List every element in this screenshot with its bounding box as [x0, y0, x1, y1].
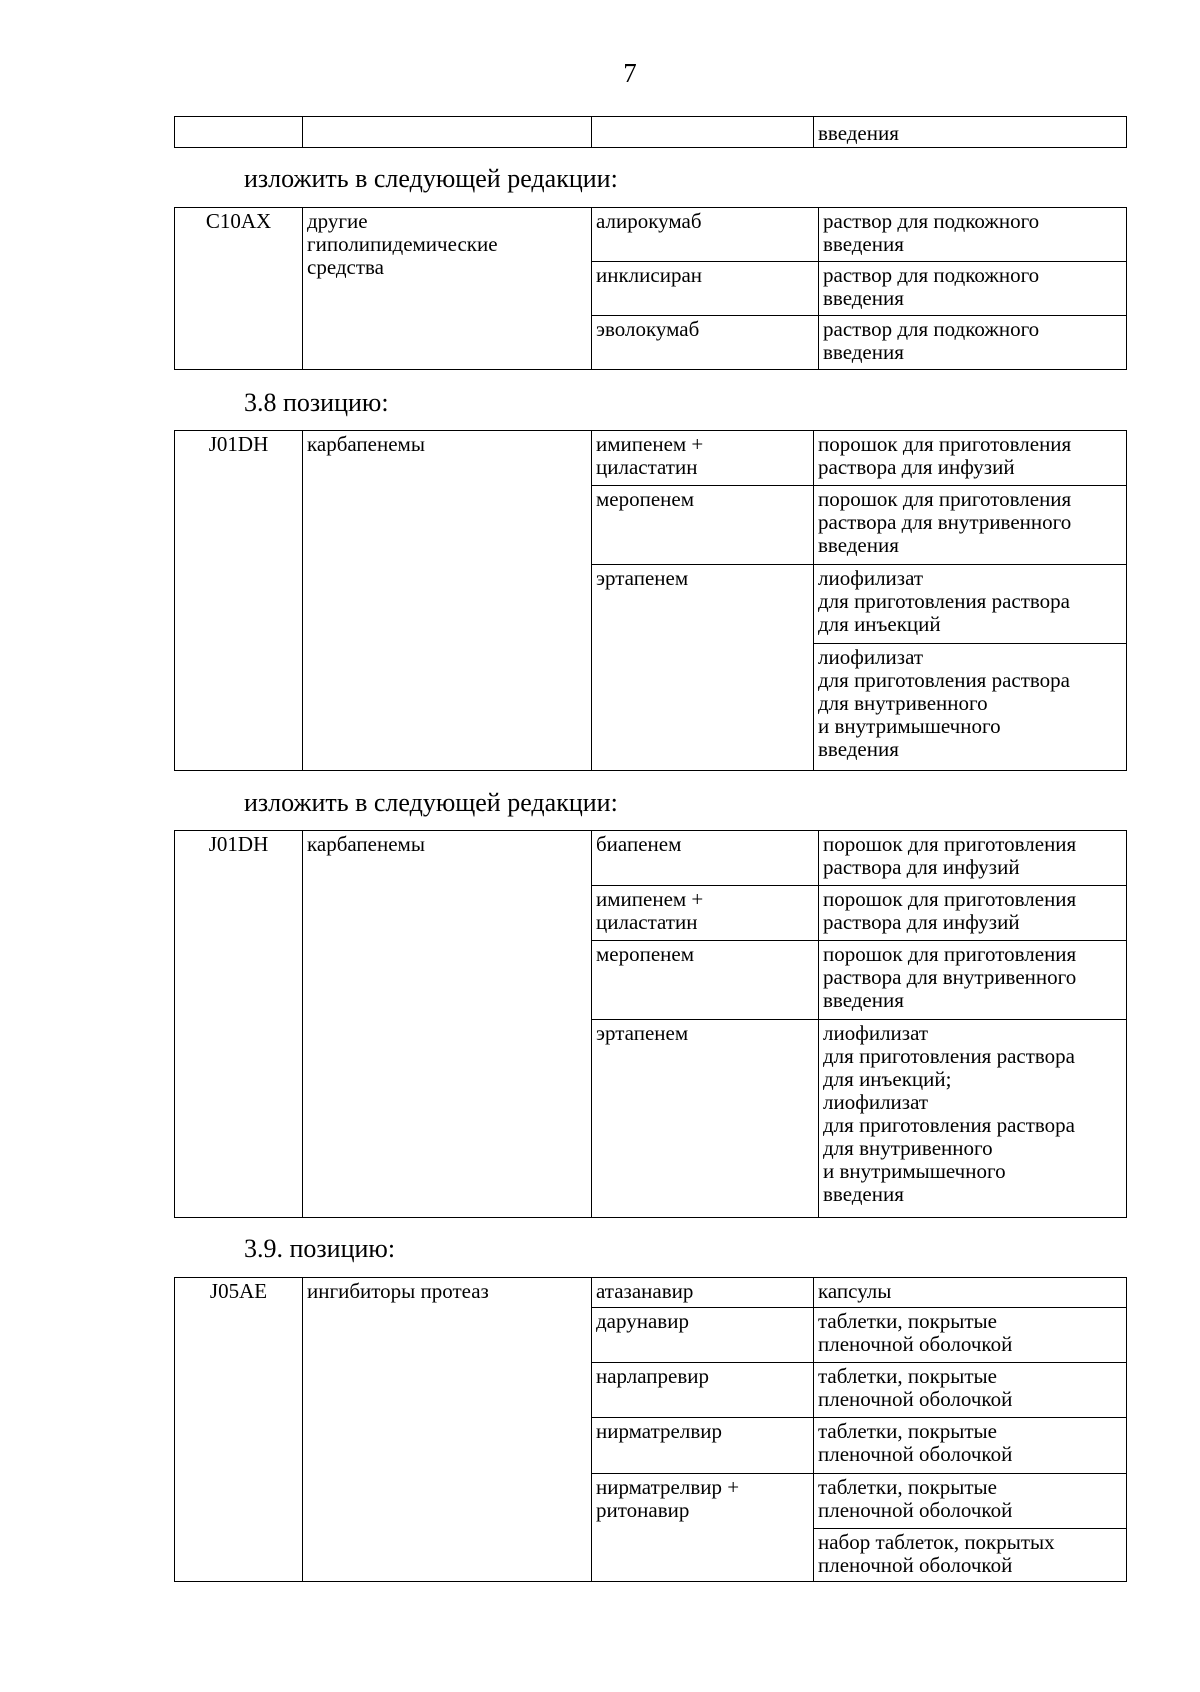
- table-j01dh-old: [174, 430, 1127, 771]
- dosage-form: лиофилизат для приготовления раствора для инъекций: [814, 565, 1127, 644]
- dosage-form: таблетки, покрытые пленочной оболочкой: [814, 1474, 1127, 1529]
- dosage-form: порошок для приготовления раствора для инфузий: [819, 886, 1127, 941]
- dosage-form: порошок для приготовления раствора для инфузий: [814, 431, 1127, 486]
- table-j01dh-new: [174, 830, 1127, 1218]
- drug-name: эртапенем: [592, 565, 814, 771]
- dosage-form: порошок для приготовления раствора для инфузий: [819, 831, 1127, 886]
- dosage-form: лиофилизат для приготовления раствора для внутривенного и внутримышечного введения: [814, 644, 1127, 771]
- table-continuation: [174, 116, 1127, 148]
- table-row: [175, 117, 1127, 148]
- table-row: [175, 431, 1127, 486]
- dosage-form: набор таблеток, покрытых пленочной оболочкой: [814, 1529, 1127, 1582]
- table-c10ax: [174, 207, 1127, 370]
- group-name: другие гиполипидемические средства: [303, 208, 592, 370]
- drug-name: алирокумаб: [592, 208, 819, 262]
- atc-code: C10AX: [175, 208, 303, 370]
- dosage-form: порошок для приготовления раствора для внутривенного введения: [819, 941, 1127, 1020]
- group-name: карбапенемы: [303, 431, 592, 771]
- dosage-form: таблетки, покрытые пленочной оболочкой: [814, 1363, 1127, 1418]
- drug-name: нирматрелвир: [592, 1418, 814, 1474]
- table-j05ae: [174, 1277, 1127, 1582]
- dosage-form: таблетки, покрытые пленочной оболочкой: [814, 1418, 1127, 1474]
- dosage-form: порошок для приготовления раствора для внутривенного введения: [814, 486, 1127, 565]
- table-row: [175, 831, 1127, 886]
- atc-code: J05AE: [175, 1278, 303, 1582]
- atc-code: J01DH: [175, 431, 303, 771]
- section-heading: 3.8 позицию:: [244, 388, 389, 417]
- table-row: [175, 208, 1127, 262]
- drug-name: эволокумаб: [592, 316, 819, 370]
- page-number: 7: [623, 58, 637, 88]
- atc-code: J01DH: [175, 831, 303, 1218]
- group-name: ингибиторы протеаз: [303, 1278, 592, 1582]
- group-name: карбапенемы: [303, 831, 592, 1218]
- drug-name: имипенем + циластатин: [592, 886, 819, 941]
- code-cell: [175, 117, 303, 148]
- dosage-form: раствор для подкожного введения: [819, 208, 1127, 262]
- section-heading: изложить в следующей редакции:: [244, 164, 618, 193]
- dosage-form: таблетки, покрытые пленочной оболочкой: [814, 1308, 1127, 1363]
- drug-name: меропенем: [592, 941, 819, 1020]
- drug-name: нарлапревир: [592, 1363, 814, 1418]
- drug-name: меропенем: [592, 486, 814, 565]
- dosage-form: капсулы: [814, 1278, 1127, 1308]
- dosage-form: лиофилизат для приготовления раствора для инъекций; лиофилизат для приготовления раствора для внутривенного и внутримышечного введения: [819, 1020, 1127, 1218]
- table-row: [175, 1278, 1127, 1308]
- drug-name: атазанавир: [592, 1278, 814, 1308]
- section-heading: 3.9. позицию:: [244, 1234, 396, 1263]
- drug-name: биапенем: [592, 831, 819, 886]
- section-heading: изложить в следующей редакции:: [244, 788, 618, 817]
- drug-name: эртапенем: [592, 1020, 819, 1218]
- group-cell: [303, 117, 592, 148]
- drug-name: дарунавир: [592, 1308, 814, 1363]
- form-cell: введения: [814, 117, 1127, 148]
- drug-name: инклисиран: [592, 262, 819, 316]
- drug-cell: [592, 117, 814, 148]
- dosage-form: раствор для подкожного введения: [819, 316, 1127, 370]
- drug-name: имипенем + циластатин: [592, 431, 814, 486]
- dosage-form: раствор для подкожного введения: [819, 262, 1127, 316]
- drug-name: нирматрелвир + ритонавир: [592, 1474, 814, 1582]
